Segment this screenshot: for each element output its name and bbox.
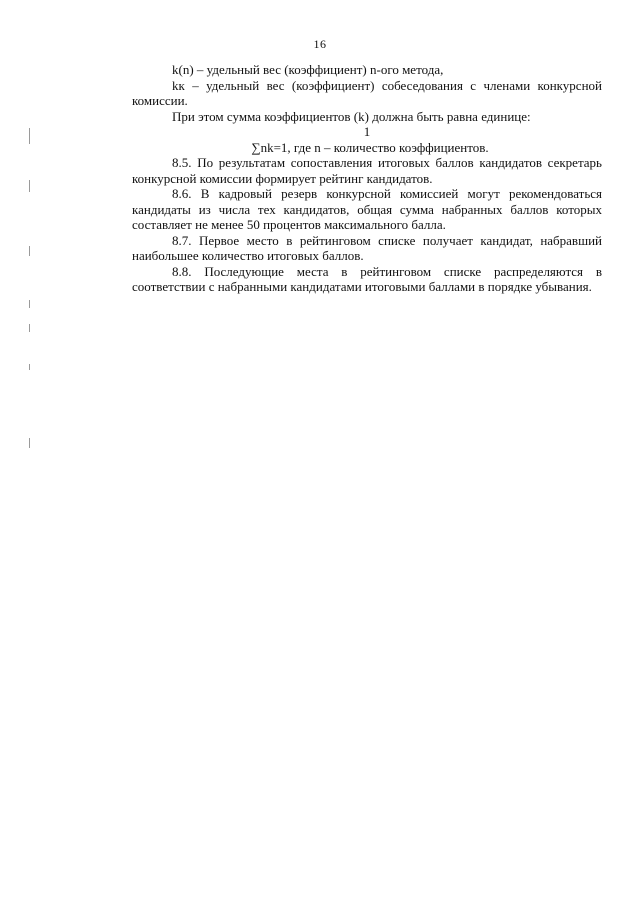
formula-upper-limit: 1 bbox=[363, 124, 371, 139]
scan-mark bbox=[29, 128, 30, 144]
scan-mark bbox=[29, 438, 30, 448]
document-body bbox=[132, 62, 602, 295]
paragraph-8-7: 8.7. Первое место в рейтинговом списке получает кандидат, набравший наибольшее количество итоговых баллов. bbox=[132, 232, 602, 263]
page-number: 16 bbox=[313, 37, 327, 51]
scan-mark bbox=[29, 324, 30, 332]
scan-edge-marks bbox=[29, 128, 33, 458]
scan-mark bbox=[29, 246, 30, 256]
scan-mark bbox=[29, 300, 30, 308]
sum-formula: ∑nk=1, где n – количество коэффициентов. bbox=[251, 139, 489, 155]
paragraph-8-8: 8.8. Последующие места в рейтинговом списке распределяются в соответствии с набранными кандидатами итоговыми баллами в порядке убывания. bbox=[132, 263, 602, 294]
scan-mark bbox=[29, 180, 30, 192]
scan-mark bbox=[29, 364, 30, 370]
paragraph-8-6: 8.6. В кадровый резерв конкурсной комиссией могут рекомендоваться кандидаты из числа тех кандидатов, общая сумма набранных баллов которых составляет не менее 50 процентов максимального балла. bbox=[132, 186, 602, 232]
definition-kn: k(n) – удельный вес (коэффициент) n-ого метода, bbox=[172, 62, 444, 77]
sum-condition: При этом сумма коэффициентов (k) должна быть равна единице: bbox=[172, 108, 531, 124]
definition-kk: kк – удельный вес (коэффициент) собеседования с членами конкурсной комиссии. bbox=[132, 77, 602, 108]
paragraph-8-5: 8.5. По результатам сопоставления итоговых баллов кандидатов секретарь конкурсной комиссии формирует рейтинг кандидатов. bbox=[132, 155, 602, 186]
